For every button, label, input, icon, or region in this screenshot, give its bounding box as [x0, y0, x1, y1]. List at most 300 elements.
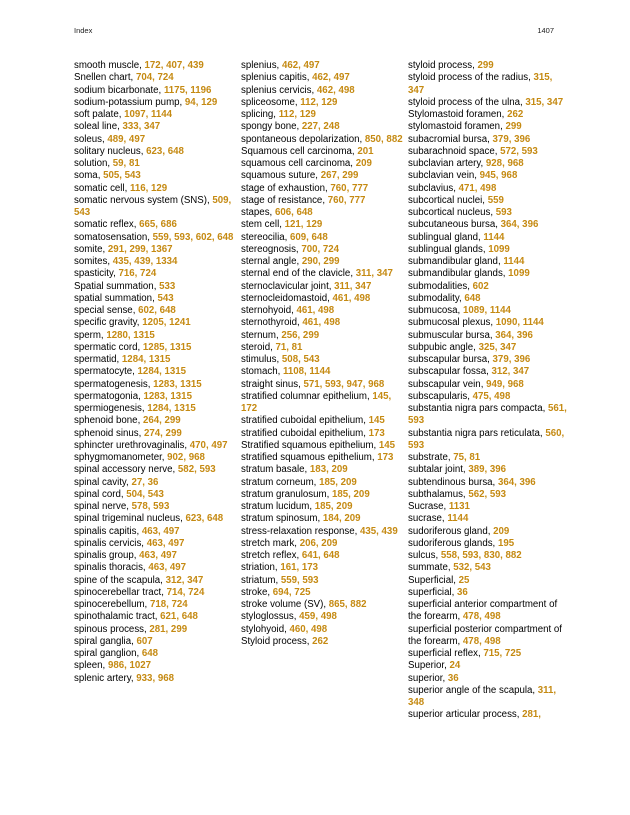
index-term: spinothalamic tract, [74, 611, 161, 623]
index-page-refs: 36 [457, 586, 468, 598]
index-column-2 [241, 60, 403, 648]
index-entry [408, 146, 568, 158]
index-page-refs: 209 [355, 158, 372, 169]
index-term: spinalis capitis, [74, 525, 142, 537]
index-entry [74, 403, 234, 415]
index-term: spinous process, [74, 623, 150, 635]
index-page-refs: 559, 593 [280, 574, 319, 586]
index-entry [241, 146, 403, 158]
index-term: subcutaneous bursa, [408, 219, 501, 231]
index-term: somites, [74, 256, 113, 267]
index-page-refs: 145, 172 [241, 390, 392, 414]
index-term: spiral ganglia, [74, 635, 137, 647]
index-entry [241, 195, 403, 207]
index-page-refs: 315, 347 [525, 96, 564, 108]
index-page-refs: 505, 543 [103, 170, 141, 182]
index-term: sublingual gland, [408, 231, 484, 243]
index-page-refs: 471, 498 [458, 182, 497, 194]
index-term: superior angle of the scapula, [408, 684, 538, 696]
index-page-refs: 459, 498 [299, 611, 337, 623]
index-page-refs: 475, 498 [472, 390, 511, 402]
index-page-refs: 75, 81 [453, 452, 481, 463]
index-entry [241, 256, 403, 268]
index-term: spatial summation, [74, 292, 158, 304]
index-entry [408, 158, 568, 170]
index-entry [408, 134, 568, 146]
index-page-refs: 262 [312, 635, 329, 647]
index-entry [241, 60, 403, 72]
index-entry [408, 526, 568, 538]
index-term: Sucrase, [408, 501, 449, 512]
index-entry [241, 134, 403, 146]
index-entry [408, 648, 568, 660]
index-entry [74, 415, 234, 427]
index-term: spinalis group, [74, 550, 140, 561]
index-page-refs: 461, 498 [296, 305, 335, 316]
index-term: spinalis cervicis, [74, 537, 147, 549]
index-term: striatum, [241, 574, 281, 586]
index-entry [241, 526, 403, 538]
index-term: submandibular gland, [408, 256, 504, 267]
index-term: spermatocyte, [74, 366, 138, 378]
index-entry [241, 477, 403, 489]
index-page-refs: 209 [493, 525, 510, 537]
index-term: stretch reflex, [241, 550, 302, 561]
index-page-refs: 183, 209 [309, 464, 348, 476]
index-page-refs: 145 [368, 415, 385, 427]
index-page-refs: 561, 593 [408, 403, 567, 427]
index-term: sternoclavicular joint, [241, 280, 335, 292]
index-term: striation, [241, 562, 281, 574]
index-entry [408, 72, 568, 97]
index-entry [241, 501, 403, 513]
index-page-refs: 145 [378, 439, 396, 451]
index-term: stapes, [241, 207, 275, 218]
index-page-refs: 1090, 1144 [495, 317, 544, 329]
index-term: soft palate, [74, 109, 125, 120]
index-term: sphenoid sinus, [74, 427, 145, 439]
index-page-refs: 463, 497 [141, 525, 180, 537]
index-page-refs: 1284, 1315 [147, 403, 196, 414]
index-page-refs: 461, 498 [302, 317, 341, 329]
index-page-refs: 173 [377, 452, 394, 463]
index-term: superficial anterior compartment of the forearm, [408, 599, 558, 623]
index-entry [74, 379, 234, 391]
index-term: splenic artery, [74, 672, 137, 684]
index-entry [74, 464, 234, 476]
index-entry [241, 305, 403, 317]
index-term: subthalamus, [408, 488, 469, 500]
index-entry [408, 624, 568, 649]
index-entry [74, 195, 234, 220]
index-page-refs: 195 [497, 537, 515, 549]
index-page-refs: 1285, 1315 [142, 341, 192, 353]
index-term: sternocleidomastoid, [241, 292, 333, 304]
index-page-refs: 36 [447, 672, 459, 684]
index-entry [74, 170, 234, 182]
index-column-1 [74, 60, 234, 685]
index-term: stratified cuboidal epithelium, [241, 415, 369, 427]
index-page-refs: 718, 724 [149, 599, 188, 610]
index-term: solution, [74, 158, 113, 169]
index-term: spermatid, [74, 354, 122, 365]
index-page-refs: 311, 348 [408, 684, 557, 708]
index-entry [74, 134, 234, 146]
index-entry [241, 183, 403, 195]
index-term: spermatic cord, [74, 341, 143, 353]
index-page-refs: 902, 968 [167, 452, 205, 463]
index-term: stratified squamous epithelium, [241, 452, 378, 463]
index-page-refs: 532, 543 [453, 562, 491, 574]
index-entry [241, 575, 403, 587]
index-entry [74, 146, 234, 158]
index-page-refs: 379, 396 [492, 354, 531, 365]
index-page-refs: 24 [449, 660, 461, 672]
index-term: stratum corneum, [241, 476, 320, 488]
index-page-refs: 509, 543 [74, 194, 232, 218]
index-page-refs: 543 [157, 292, 174, 304]
index-page-refs: 274, 299 [144, 427, 182, 439]
index-entry [241, 207, 403, 219]
index-page-refs: 504, 543 [126, 488, 164, 500]
index-page-refs: 460, 498 [289, 623, 328, 635]
index-term: subtalar joint, [408, 464, 469, 476]
index-entry [408, 366, 568, 378]
index-page-refs: 112, 129 [278, 109, 316, 120]
index-entry [408, 256, 568, 268]
index-page-refs: 1205, 1241 [142, 317, 191, 329]
index-entry [241, 587, 403, 599]
index-entry [74, 232, 234, 244]
index-entry [241, 170, 403, 182]
index-entry [408, 293, 568, 305]
index-term: subcortical nuclei, [408, 194, 488, 206]
index-term: superior articular process, [408, 709, 523, 721]
index-term: stratified cuboidal epithelium, [241, 427, 369, 439]
index-term: sperm, [74, 329, 107, 341]
index-entry [241, 281, 403, 293]
index-entry [241, 391, 403, 416]
index-term: Stylomastoid foramen, [408, 109, 508, 120]
index-entry [408, 709, 568, 721]
index-entry [74, 293, 234, 305]
index-entry [74, 121, 234, 133]
index-page-refs: 435, 439 [360, 525, 398, 537]
index-page-refs: 760, 777 [327, 194, 366, 206]
index-term: sudoriferous gland, [408, 525, 494, 537]
index-entry [74, 183, 234, 195]
index-page-refs: 172, 407, 439 [144, 60, 204, 71]
index-entry [241, 513, 403, 525]
index-entry [408, 452, 568, 464]
index-term: submodality, [408, 292, 465, 304]
index-page-refs: 364, 396 [500, 219, 539, 231]
index-entry [408, 170, 568, 182]
index-entry [408, 501, 568, 513]
index-page-refs: 1144 [483, 231, 505, 243]
index-page-refs: 572, 593 [500, 145, 538, 157]
index-page-refs: 312, 347 [165, 574, 204, 586]
index-page-refs: 379, 396 [492, 133, 531, 145]
index-term: subscapularis, [408, 390, 473, 402]
index-term: submuscular bursa, [408, 329, 496, 341]
index-entry [74, 575, 234, 587]
index-page-refs: 201 [357, 145, 374, 157]
index-term: stratum basale, [241, 464, 310, 476]
index-entry [74, 660, 234, 672]
index-page-refs: 582, 593 [177, 464, 216, 476]
index-entry [74, 526, 234, 538]
index-entry [74, 219, 234, 231]
index-entry [74, 513, 234, 525]
index-term: soleus, [74, 133, 108, 145]
index-page-refs: 311, 347 [334, 280, 372, 292]
index-entry [408, 379, 568, 391]
index-page-refs: 648 [464, 292, 481, 304]
index-term: splenius cervicis, [241, 84, 317, 96]
index-term: spleen, [74, 660, 108, 672]
index-page-refs: 281, 299 [149, 623, 188, 635]
index-page-refs: 185, 209 [319, 476, 357, 488]
index-page-refs: 312, 347 [491, 366, 530, 378]
index-entry [74, 391, 234, 403]
index-term: stylohyoid, [241, 623, 290, 635]
index-page-refs: 116, 129 [130, 182, 168, 194]
index-page-refs: 928, 968 [485, 158, 524, 169]
index-page-refs: 315, 347 [408, 72, 553, 96]
index-term: stroke volume (SV), [241, 599, 329, 610]
index-term: soleal line, [74, 121, 123, 133]
index-term: spermatogonia, [74, 390, 144, 402]
index-page-refs: 227, 248 [301, 121, 340, 133]
index-term: solitary nucleus, [74, 145, 147, 157]
index-term: subscapular bursa, [408, 354, 493, 365]
index-entry [74, 489, 234, 501]
index-term: stage of resistance, [241, 194, 328, 206]
index-page-refs: 94, 129 [184, 96, 218, 108]
index-page-refs: 462, 497 [312, 72, 350, 84]
index-page-refs: 648 [141, 648, 159, 659]
index-term: sodium-potassium pump, [74, 96, 185, 108]
index-page-refs: 256, 299 [281, 329, 320, 341]
index-page-refs: 59, 81 [112, 158, 140, 169]
index-entry [408, 195, 568, 207]
running-header-left: Index [74, 26, 93, 35]
index-entry [408, 428, 568, 453]
index-term: somatic cell, [74, 182, 130, 194]
index-entry [74, 550, 234, 562]
index-entry [241, 599, 403, 611]
index-entry [241, 611, 403, 623]
index-page-refs: 185, 209 [314, 501, 353, 512]
index-page-refs: 290, 299 [301, 256, 340, 267]
index-term: somite, [74, 243, 108, 255]
index-page-refs: 715, 725 [483, 648, 522, 659]
index-entry [241, 293, 403, 305]
index-term: sphygmomanometer, [74, 452, 168, 463]
index-entry [408, 109, 568, 121]
index-term: spongy bone, [241, 121, 302, 133]
index-page-refs: 562, 593 [468, 488, 507, 500]
index-entry [74, 366, 234, 378]
index-page-refs: 1099 [508, 268, 530, 280]
index-entry [74, 648, 234, 660]
index-entry [408, 268, 568, 280]
index-term: superficial posterior compartment of the forearm, [408, 623, 562, 647]
index-entry [408, 550, 568, 562]
index-page-refs: 558, 593, 830, 882 [440, 550, 522, 561]
index-entry [241, 330, 403, 342]
index-entry [241, 72, 403, 84]
index-entry [74, 330, 234, 342]
index-entry [408, 97, 568, 109]
index-page-refs: 760, 777 [330, 182, 369, 194]
index-page-refs: 508, 543 [281, 354, 320, 365]
index-page-refs: 850, 882 [364, 133, 403, 145]
index-page-refs: 700, 724 [301, 243, 340, 255]
index-entry [408, 305, 568, 317]
index-entry [74, 428, 234, 440]
index-term: stylomastoid foramen, [408, 121, 506, 133]
index-term: subscapular fossa, [408, 366, 492, 378]
index-page-refs: 621, 648 [160, 611, 198, 623]
index-entry [241, 428, 403, 440]
index-term: spinal nerve, [74, 501, 132, 512]
index-page-refs: 489, 497 [107, 133, 146, 145]
index-column-3 [408, 60, 568, 722]
index-term: stroke, [241, 586, 273, 598]
index-page-refs: 364, 396 [497, 476, 536, 488]
index-term: Stratified squamous epithelium, [241, 439, 379, 451]
index-page-refs: 435, 439, 1334 [112, 256, 178, 267]
index-term: straight sinus, [241, 378, 304, 390]
index-entry [74, 587, 234, 599]
index-page-refs: 865, 882 [328, 599, 367, 610]
index-term: spinalis thoracis, [74, 562, 149, 574]
index-entry [241, 624, 403, 636]
index-entry [74, 636, 234, 648]
index-term: sucrase, [408, 513, 448, 525]
index-term: splenius, [241, 60, 282, 71]
index-term: spermiogenesis, [74, 403, 148, 414]
index-page-refs: 714, 724 [166, 586, 205, 598]
index-page-refs: 1099 [488, 243, 510, 255]
index-page-refs: 206, 209 [299, 537, 338, 549]
index-page-refs: 463, 497 [139, 550, 177, 561]
index-term: submodalities, [408, 280, 473, 292]
index-term: substantia nigra pars compacta, [408, 403, 549, 414]
index-entry [408, 587, 568, 599]
index-term: sternothyroid, [241, 317, 303, 329]
index-term: submandibular glands, [408, 268, 509, 280]
index-entry [74, 452, 234, 464]
index-entry [241, 379, 403, 391]
index-term: spinocerebellum, [74, 599, 150, 610]
index-page-refs: 461, 498 [332, 292, 371, 304]
index-term: subclavius, [408, 182, 459, 194]
index-page-refs: 665, 686 [139, 219, 177, 231]
index-page-refs: 112, 129 [300, 96, 338, 108]
index-entry [241, 489, 403, 501]
index-term: stimulus, [241, 354, 282, 365]
index-entry [74, 501, 234, 513]
index-entry [408, 403, 568, 428]
index-term: sudoriferous glands, [408, 537, 498, 549]
index-term: submucosa, [408, 305, 463, 316]
index-entry [241, 366, 403, 378]
index-term: stage of exhaustion, [241, 182, 331, 194]
index-entry [241, 550, 403, 562]
index-term: stretch mark, [241, 537, 300, 549]
index-page-refs: 389, 396 [468, 464, 507, 476]
index-entry [74, 599, 234, 611]
index-page-refs: 27, 36 [131, 476, 159, 488]
index-term: sternohyoid, [241, 305, 297, 316]
index-entry [241, 121, 403, 133]
index-term: stomach, [241, 366, 283, 378]
index-entry [74, 244, 234, 256]
index-entry [241, 342, 403, 354]
index-page-refs: 262 [507, 109, 524, 120]
index-term: sphenoid bone, [74, 415, 143, 427]
index-page-refs: 184, 209 [322, 513, 361, 525]
index-entry [74, 477, 234, 489]
index-page-refs: 1089, 1144 [462, 305, 511, 316]
index-term: soma, [74, 170, 104, 182]
index-entry [74, 673, 234, 685]
index-page-refs: 606, 648 [274, 207, 313, 218]
index-entry [408, 342, 568, 354]
index-term: sternal end of the clavicle, [241, 268, 356, 280]
index-page-refs: 462, 497 [281, 60, 320, 71]
index-entry [408, 538, 568, 550]
index-entry [74, 60, 234, 72]
index-term: Styloid process, [241, 635, 313, 647]
index-entry [241, 244, 403, 256]
index-entry [74, 268, 234, 280]
index-page-refs: 607 [136, 635, 153, 647]
index-entry [408, 281, 568, 293]
index-term: spinal cavity, [74, 476, 132, 488]
index-term: sternum, [241, 329, 282, 341]
index-term: spinal trigeminal nucleus, [74, 513, 186, 525]
index-term: spermatogenesis, [74, 378, 154, 390]
index-entry [408, 391, 568, 403]
index-page-refs: 299 [477, 60, 494, 71]
index-entry [241, 158, 403, 170]
index-entry [74, 158, 234, 170]
index-entry [74, 85, 234, 97]
index-page-refs: 559, 593, 602, 648 [152, 231, 234, 243]
index-term: stereocilia, [241, 231, 290, 243]
index-term: steroid, [241, 341, 276, 353]
index-entry [408, 183, 568, 195]
index-entry [74, 624, 234, 636]
index-term: subacromial bursa, [408, 133, 493, 145]
index-entry [74, 562, 234, 574]
index-term: stratum lucidum, [241, 501, 315, 512]
index-page-refs: 25 [458, 574, 470, 586]
index-term: Superior, [408, 660, 450, 672]
index-page-refs: 1284, 1315 [137, 366, 187, 378]
index-page-refs: 1175, 1196 [163, 84, 212, 96]
index-page-refs: 1283, 1315 [153, 378, 202, 390]
index-page-refs: 571, 593, 947, 968 [303, 378, 385, 390]
index-page-refs: 945, 968 [479, 170, 518, 182]
index-term: squamous cell carcinoma, [241, 158, 356, 169]
index-entry [241, 440, 403, 452]
index-term: sphincter urethrovaginalis, [74, 439, 190, 451]
